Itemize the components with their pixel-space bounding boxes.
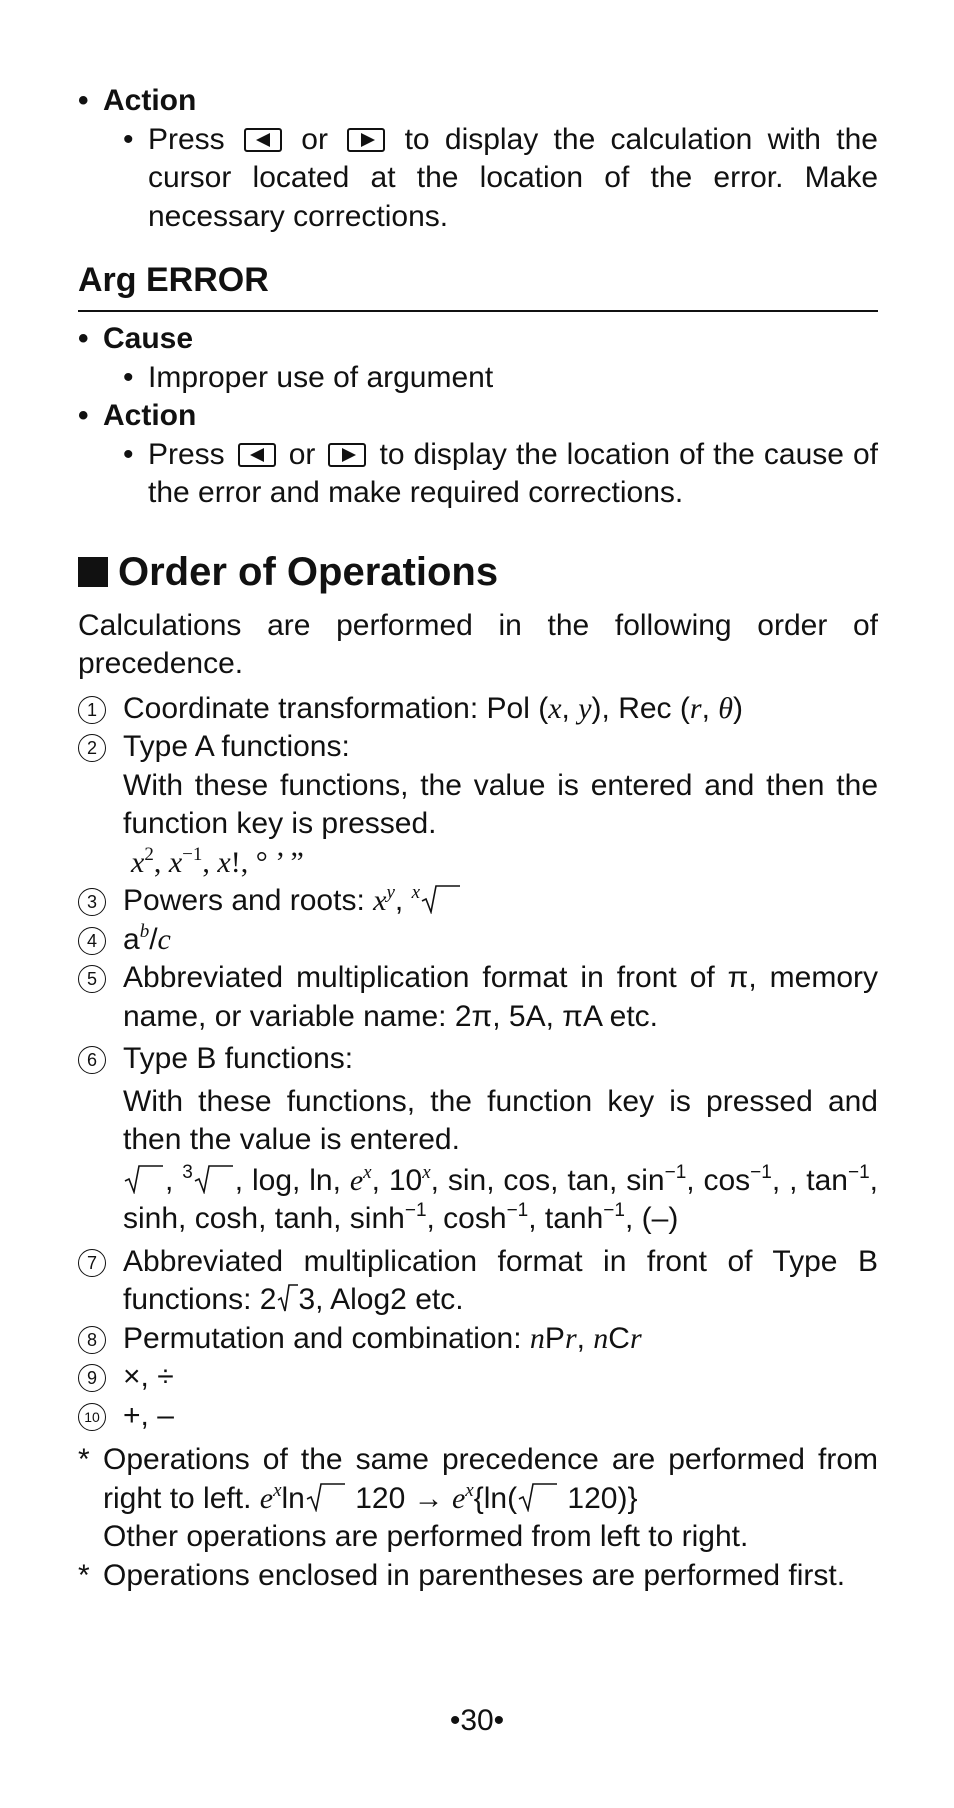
arg-error-cause-text: • Improper use of argument	[123, 360, 494, 394]
list-item: 6 Type B functions: With these functions, the function key is pressed and then the value is entered. , $^3$ , log, ln, $e^x$, 10$^x$, sin, cos, tan, $\sin^{-1}$, $\cos^{-1}$, , $\tan^{-1}$, sinh, cosh, tanh, $\sinh^{-1}$, $\cosh^{-1}$, $\tanh^{-1}$, (–)	[78, 1040, 878, 1239]
note-precedence: * Operations of the same precedence are performed from right to left. $e^x\ln$ $120 \to e^x\{\ln$( 120)} Other operations are performed from left to right.	[78, 1443, 878, 1553]
radical-icon	[517, 1482, 559, 1512]
list-item: 10 +, –	[78, 1397, 878, 1436]
arg-error-action-text: • Press or to display the location of the cause of the error and make required corrections.	[123, 437, 878, 509]
page-content	[78, 82, 878, 1595]
radical-icon	[123, 1164, 165, 1194]
list-item: 8 Permutation and combination: nPr, nCr	[78, 1320, 878, 1359]
arg-error-title: Arg ERROR	[78, 260, 878, 312]
order-intro: Calculations are performed in the following order of precedence.	[78, 608, 878, 680]
list-item: 2 Type A functions: With these functions, the value is entered and then the function key is pressed. $x^2$, $x^{-1}$, x!, ° ’ ”	[78, 728, 878, 882]
page-number: •30•	[449, 1704, 505, 1737]
radical-icon	[420, 884, 462, 914]
list-item: 5 Abbreviated multiplication format in front of π, memory name, or variable name: 2π, 5A, πA etc.	[78, 959, 878, 1036]
list-item: 3 Powers and roots: $x^y$, $^x$	[78, 882, 878, 921]
cursor-left-key-icon	[238, 443, 276, 467]
cursor-right-key-icon	[347, 128, 385, 152]
prev-action-heading: • Action	[78, 84, 197, 117]
list-item: 1 Coordinate transformation: Pol (x, y), Rec (r, θ)	[78, 690, 878, 729]
cube-root-icon	[193, 1164, 235, 1194]
arg-error-cause-heading: • Cause	[78, 322, 194, 355]
radical-icon	[305, 1482, 347, 1512]
prev-action-text: • Press or to display the calculation with the cursor located at the location of the error. Make necessary corrections.	[123, 122, 878, 233]
list-item: 9 ×, ÷	[78, 1358, 878, 1397]
radical-icon	[276, 1283, 298, 1313]
cursor-left-key-icon	[244, 128, 282, 152]
black-square-icon	[78, 557, 108, 587]
arg-error-action-heading: • Action	[78, 399, 197, 432]
list-item: 7 Abbreviated multiplication format in front of Type B functions: 2 3, Alog2 etc.	[78, 1243, 878, 1320]
note-parentheses: * Operations enclosed in parentheses are performed first.	[78, 1558, 846, 1592]
order-of-operations-title: Order of Operations	[78, 549, 878, 595]
list-item: 4 $a^b/c$	[78, 921, 878, 960]
cursor-right-key-icon	[328, 443, 366, 467]
